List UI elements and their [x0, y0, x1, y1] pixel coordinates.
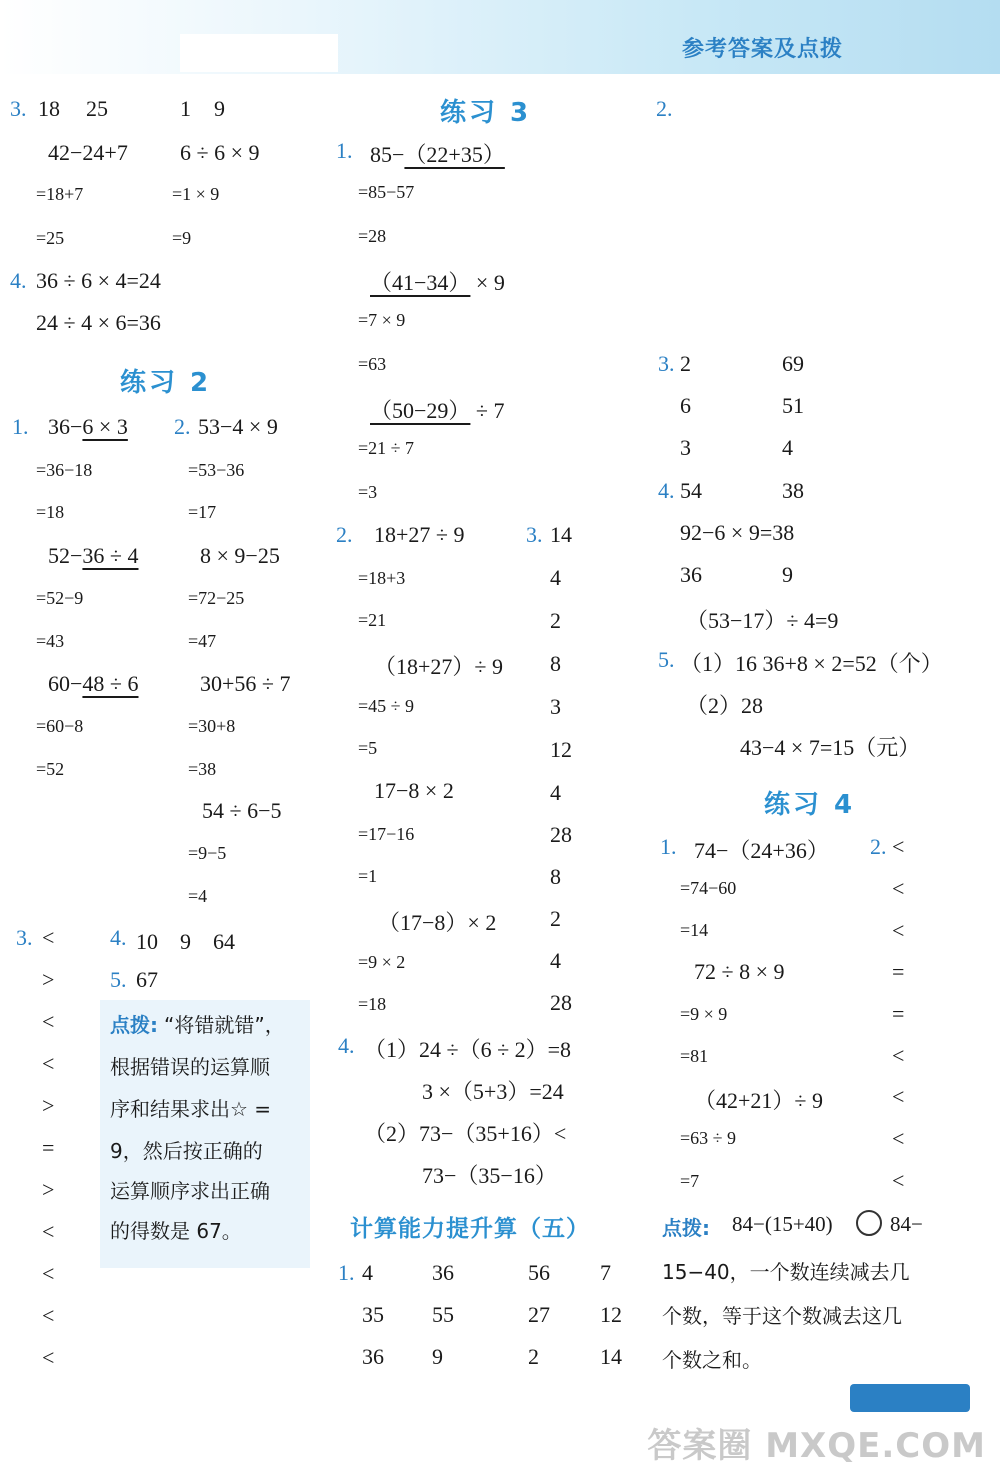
answer: 55 [432, 1302, 454, 1327]
hint-text: 15−40，一个数连续减去几 [662, 1260, 910, 1284]
hint-text: 运算顺序求出正确 [110, 1179, 270, 1203]
hint-text: “将错就错”， [164, 1013, 285, 1037]
hint-text: 个数之和。 [662, 1348, 762, 1372]
comparison-sign: > [42, 1177, 55, 1202]
question-number: 1. [12, 414, 29, 439]
calc-step: =38 [188, 759, 217, 779]
calc-step: =9 × 2 [358, 952, 406, 972]
hint-label: 点拨: [662, 1216, 710, 1240]
answer: 54 [680, 478, 702, 503]
answer-line: 92−6 × 9=38 [680, 520, 795, 545]
answer: 27 [528, 1302, 550, 1327]
expression: 60−48 ÷ 6 [48, 671, 139, 696]
question-number: 4. [10, 268, 27, 293]
calc-step: =45 ÷ 9 [358, 696, 415, 716]
comparison-sign: = [892, 959, 905, 984]
answer: 6 [680, 393, 691, 418]
section-heading: 计算能力提升算（五） [350, 1216, 590, 1242]
section-heading: 练习 3 [440, 98, 532, 128]
calc-step: =18 [358, 994, 387, 1014]
calc-step: =18 [36, 502, 65, 522]
comparison-sign: < [42, 925, 55, 950]
question-number: 2. [336, 522, 353, 547]
calc-step: =18+7 [36, 184, 84, 204]
answer-line: 24 ÷ 4 × 6=36 [36, 310, 161, 335]
calc-step: =28 [358, 226, 387, 246]
answer: 8 [550, 651, 561, 676]
answer: 3 [680, 435, 691, 460]
answer: 4 [550, 565, 561, 590]
answer: 4 [782, 435, 793, 460]
answer: 14 [550, 522, 572, 547]
expression: （42+21）÷ 9 [694, 1088, 823, 1113]
calc-step: =36−18 [36, 460, 93, 480]
answer-line: （53−17）÷ 4=9 [686, 608, 839, 633]
question-number: 1. [336, 138, 353, 163]
hint-label: 点拨: [110, 1013, 158, 1037]
expression: （18+27）÷ 9 [374, 654, 503, 679]
comparison-sign: < [42, 1051, 55, 1076]
comparison-sign: < [42, 1219, 55, 1244]
expression: 74−（24+36） [694, 838, 829, 863]
calc-step: =52−9 [36, 588, 84, 608]
expression: 18+27 ÷ 9 [374, 522, 465, 547]
question-number: 5. [658, 647, 675, 672]
hint-text: 个数，等于这个数减去这几 [662, 1304, 902, 1328]
expression: 36−6 × 3 [48, 414, 128, 439]
blank-circle [856, 1210, 882, 1236]
calc-step: =3 [358, 482, 378, 502]
answer: 36 [680, 562, 702, 587]
answer: 9 [432, 1344, 443, 1369]
expression: （17−8）× 2 [378, 910, 497, 935]
answer: 67 [136, 967, 158, 992]
answer: 12 [550, 737, 572, 762]
calc-step: =9−5 [188, 843, 227, 863]
expression: 30+56 ÷ 7 [200, 671, 291, 696]
comparison-sign: < [892, 834, 905, 859]
comparison-sign: > [42, 1093, 55, 1118]
calc-step: =25 [36, 228, 65, 248]
comparison-sign: < [892, 1084, 905, 1109]
answer: 28 [550, 822, 572, 847]
expression: （50−29） ÷ 7 [370, 398, 505, 423]
comparison-sign: = [892, 1001, 905, 1026]
comparison-sign: < [42, 1009, 55, 1034]
answer-line: （2）73−（35+16）< [364, 1121, 567, 1146]
calc-step: =43 [36, 631, 65, 651]
question-number: 3. [16, 925, 33, 950]
question-number: 2. [870, 834, 887, 859]
question-number: 4. [658, 478, 675, 503]
comparison-sign: < [892, 918, 905, 943]
header-band [0, 0, 1000, 74]
answer: 10 9 64 [136, 929, 236, 954]
answer: 9 [782, 562, 793, 587]
calc-step: =60−8 [36, 716, 84, 736]
question-number: 2. [174, 414, 191, 439]
answer: 38 [782, 478, 804, 503]
calc-step: =63 [358, 354, 387, 374]
hint-text: 的得数是 67。 [110, 1219, 242, 1243]
comparison-sign: = [42, 1135, 55, 1160]
answer: 25 [86, 96, 108, 121]
question-number: 2. [656, 96, 673, 121]
expression: 85−（22+35） [370, 142, 505, 167]
expression: 54 ÷ 6−5 [202, 798, 282, 823]
answer: 18 [38, 96, 60, 121]
answer: 56 [528, 1260, 550, 1285]
answer: 28 [550, 990, 572, 1015]
calc-step: =30+8 [188, 716, 236, 736]
answer: 3 [550, 694, 561, 719]
calc-step: =52 [36, 759, 65, 779]
answer-line: 43−4 × 7=15（元） [740, 735, 921, 760]
calc-step: =63 ÷ 9 [680, 1128, 737, 1148]
calc-step: =47 [188, 631, 217, 651]
calc-step: =74−60 [680, 878, 737, 898]
calc-step: =14 [680, 920, 709, 940]
calc-step: =1 × 9 [172, 184, 220, 204]
answer: 35 [362, 1302, 384, 1327]
calc-step: =5 [358, 738, 378, 758]
calc-step: =9 × 9 [680, 1004, 728, 1024]
comparison-sign: < [892, 1168, 905, 1193]
calc-step: =81 [680, 1046, 709, 1066]
comparison-sign: > [42, 967, 55, 992]
answer-line: 3 ×（5+3）=24 [422, 1079, 564, 1104]
answer: 4 [550, 780, 561, 805]
expression: 17−8 × 2 [374, 778, 454, 803]
calc-step: =9 [172, 228, 192, 248]
question-number: 3. [10, 96, 27, 121]
calc-step: =72−25 [188, 588, 245, 608]
answer: 2 [550, 608, 561, 633]
answer: 2 [550, 906, 561, 931]
expression: 8 × 9−25 [200, 543, 280, 568]
expression: 6 ÷ 6 × 9 [180, 140, 260, 165]
answer: 8 [550, 864, 561, 889]
watermark: 答案圈 MXQE.COM [647, 1426, 986, 1466]
comparison-sign: < [892, 1126, 905, 1151]
answer: 2 [528, 1344, 539, 1369]
section-heading: 练习 2 [120, 368, 212, 398]
answer: 7 [600, 1260, 611, 1285]
header-blank-box [180, 34, 338, 72]
comparison-sign: < [892, 1043, 905, 1068]
hint-expression: 84−(15+40) [732, 1212, 833, 1236]
answer: 9 [214, 96, 225, 121]
calc-step: =21 [358, 610, 387, 630]
question-number: 1. [338, 1260, 355, 1285]
answer: 4 [362, 1260, 373, 1285]
answer: 2 [680, 351, 691, 376]
answer: 4 [550, 948, 561, 973]
answer-line: （1）24 ÷（6 ÷ 2）=8 [364, 1037, 572, 1062]
answer-line: 36 ÷ 6 × 4=24 [36, 268, 161, 293]
calc-step: =7 [680, 1171, 700, 1191]
calc-step: =18+3 [358, 568, 406, 588]
calc-step: =1 [358, 866, 378, 886]
hint-text: 根据错误的运算顺 [110, 1055, 270, 1079]
answer: 51 [782, 393, 804, 418]
answer: 1 [180, 96, 191, 121]
hint-expression: 84− [890, 1212, 923, 1236]
question-number: 3. [658, 351, 675, 376]
comparison-sign: < [892, 876, 905, 901]
question-number: 5. [110, 967, 127, 992]
expression: 72 ÷ 8 × 9 [694, 959, 785, 984]
calc-step: =17 [188, 502, 217, 522]
expression: （41−34） × 9 [370, 270, 505, 295]
hint-text: 序和结果求出☆ = [110, 1097, 272, 1121]
comparison-sign: < [42, 1303, 55, 1328]
question-number: 4. [110, 925, 127, 950]
question-number: 3. [526, 522, 543, 547]
question-number: 1. [660, 834, 677, 859]
section-heading: 练习 4 [764, 790, 856, 820]
expression: 53−4 × 9 [198, 414, 278, 439]
calc-step: =53−36 [188, 460, 245, 480]
calc-step: =4 [188, 886, 208, 906]
hint-text: 9，然后按正确的 [110, 1139, 263, 1163]
calc-step: =85−57 [358, 182, 415, 202]
calc-step: =7 × 9 [358, 310, 406, 330]
question-number: 4. [338, 1033, 355, 1058]
comparison-sign: < [42, 1261, 55, 1286]
answer-line: 73−（35−16） [422, 1163, 557, 1188]
answer: 36 [432, 1260, 454, 1285]
page-title: 参考答案及点拨 [682, 37, 844, 62]
page-footer-mark [850, 1384, 970, 1412]
answer: 14 [600, 1344, 622, 1369]
expression: 52−36 ÷ 4 [48, 543, 139, 568]
answer: 12 [600, 1302, 622, 1327]
answer-line: （1）16 36+8 × 2=52（个） [680, 651, 943, 676]
comparison-sign: < [42, 1345, 55, 1370]
answer-line: （2）28 [686, 693, 764, 718]
expression: 42−24+7 [48, 140, 128, 165]
answer: 69 [782, 351, 804, 376]
calc-step: =17−16 [358, 824, 415, 844]
calc-step: =21 ÷ 7 [358, 438, 415, 458]
answer: 36 [362, 1344, 384, 1369]
